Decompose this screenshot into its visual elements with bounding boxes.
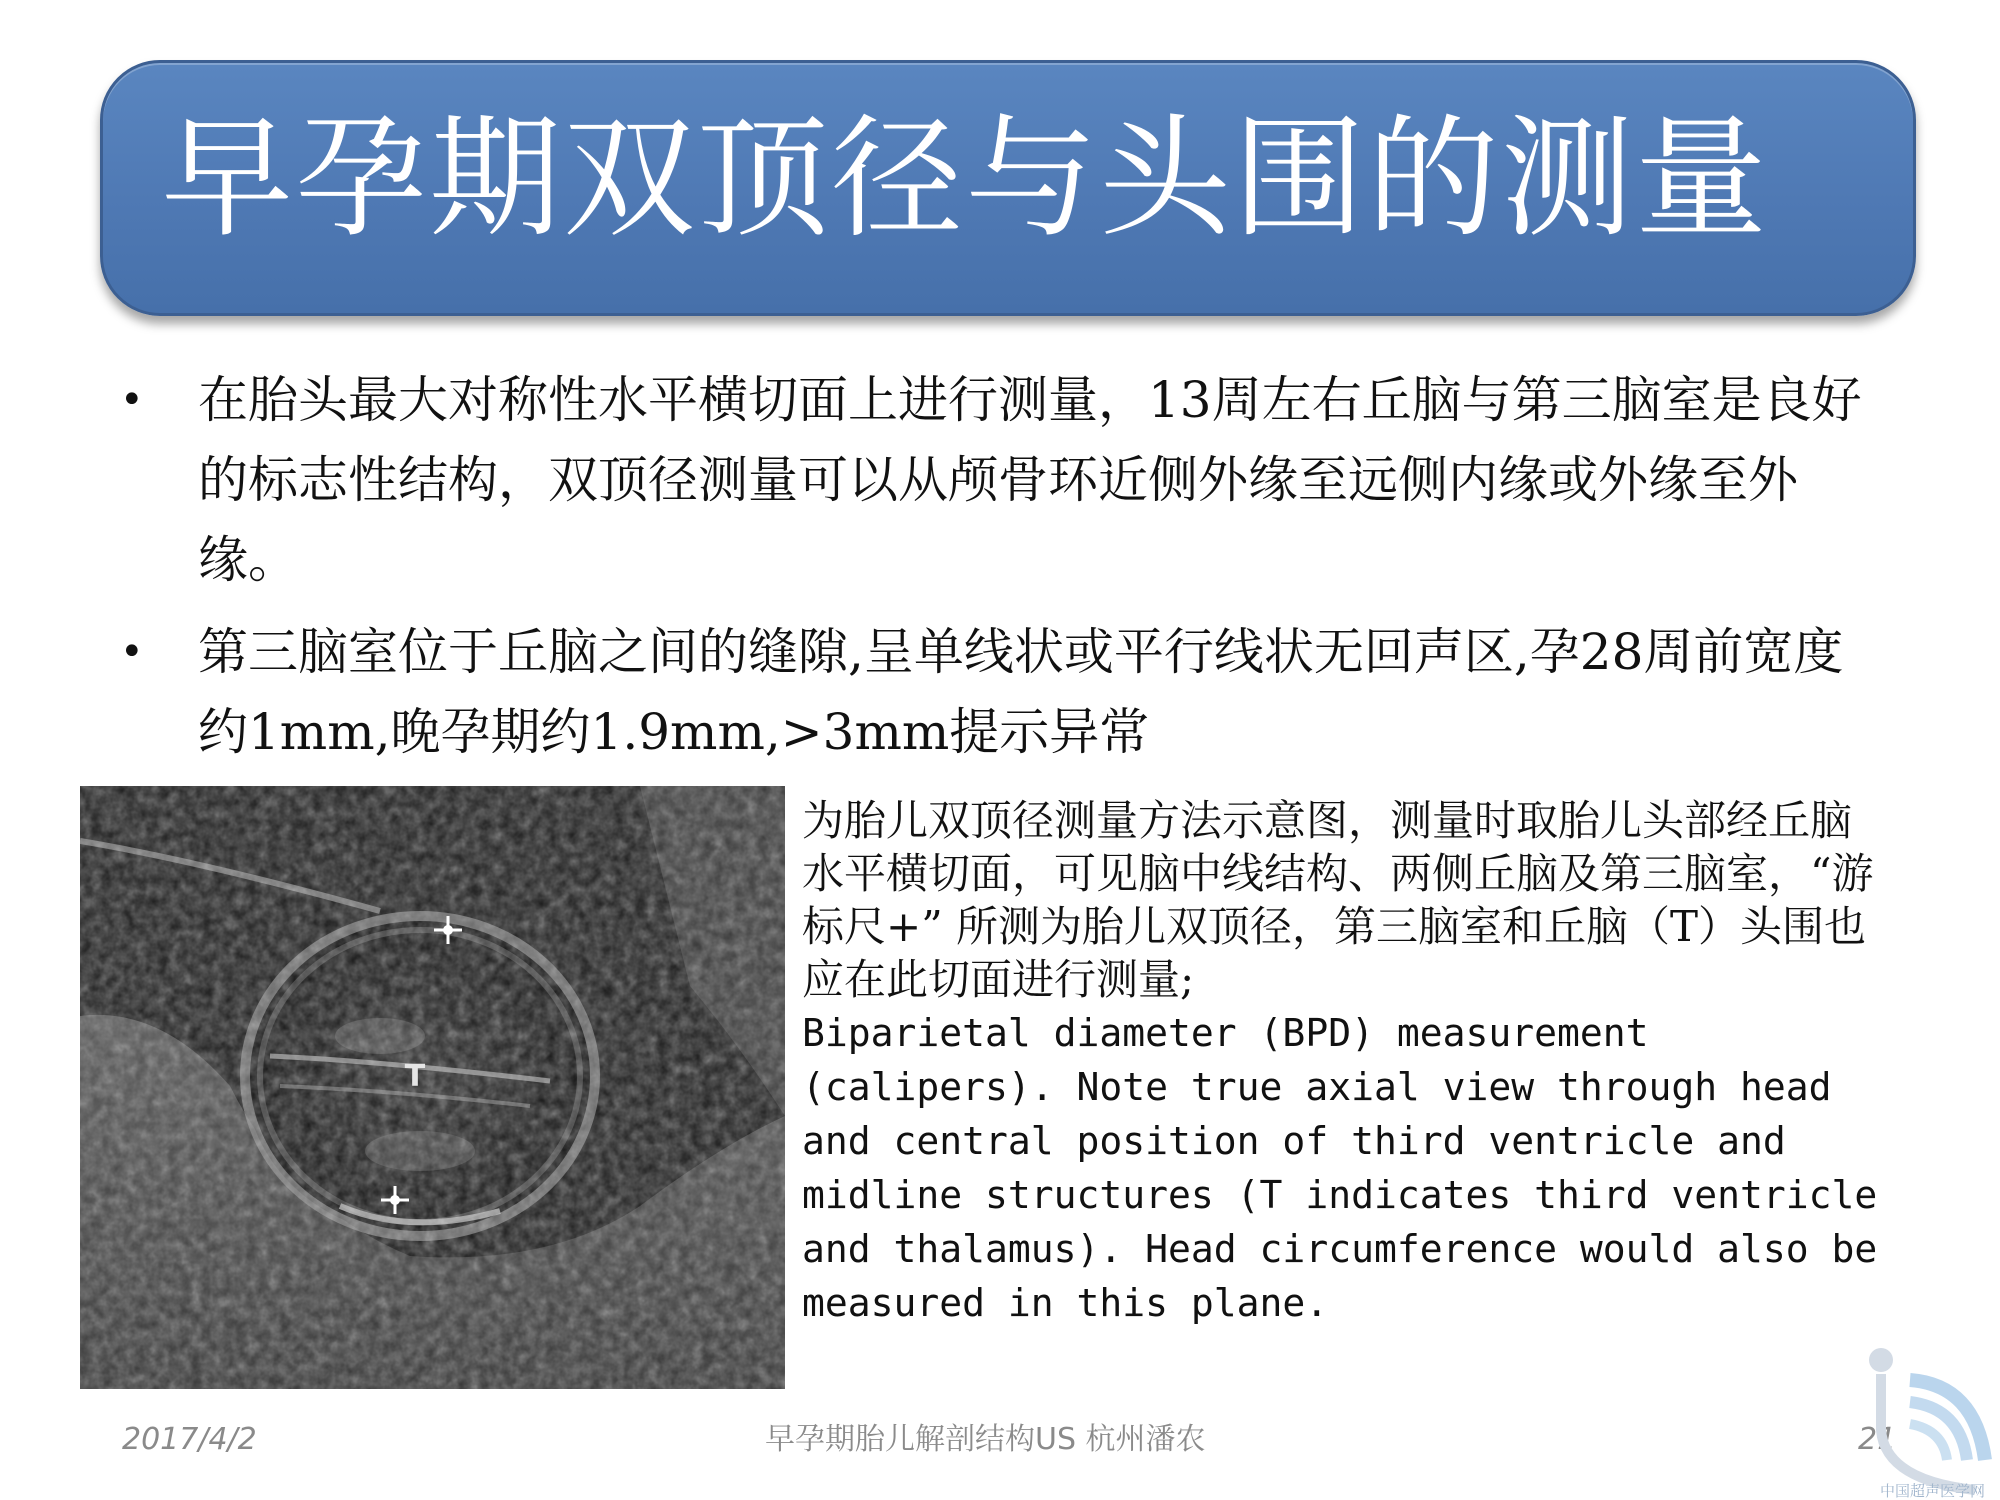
- watermark-logo-icon: [1855, 1340, 1995, 1500]
- caption-english: Biparietal diameter (BPD) measurement (calipers). Note true axial view through head and central position of third ventricle and midline structures (T indicates third ventricle and thalamus). Head circumference would also be measured in this plane.: [802, 1011, 1901, 1325]
- bullet-item-1: [110, 360, 1890, 600]
- watermark-text: 中国超声医学网: [1880, 1482, 1986, 1500]
- figure-caption: [802, 794, 1901, 1330]
- bullet-text-2: 第三脑室位于丘脑之间的缝隙,呈单线状或平行线状无回声区,孕28周前宽度约1mm,晚孕期约1.9mm,>3mm提示异常: [198, 623, 1844, 761]
- slide-title: 早孕期双顶径与头围的测量: [161, 102, 1769, 256]
- footer-date: 2017/4/2: [122, 1422, 257, 1457]
- bullet-item-2: [110, 612, 1890, 772]
- bullet-dot: •: [120, 629, 144, 675]
- bullet-dot: •: [120, 377, 144, 423]
- marker-label-t: T: [404, 1059, 426, 1094]
- title-banner: [100, 60, 1916, 316]
- bullet-text-1: 在胎头最大对称性水平横切面上进行测量，13周左右丘脑与第三脑室是良好的标志性结构，双顶径测量可以从颅骨环近侧外缘至远侧内缘或外缘至外缘。: [198, 371, 1862, 589]
- ultrasound-image: [80, 786, 785, 1389]
- bullet-list: [110, 360, 1890, 784]
- page-number: 21: [1858, 1422, 1897, 1457]
- footer-title: 早孕期胎儿解剖结构US 杭州潘农: [765, 1422, 1206, 1457]
- caption-chinese: 为胎儿双顶径测量方法示意图，测量时取胎儿头部经丘脑水平横切面，可见脑中线结构、两侧丘脑及第三脑室，“游标尺+” 所测为胎儿双顶径，第三脑室和丘脑（T）头围也应在此切面进行测量;: [802, 796, 1874, 1004]
